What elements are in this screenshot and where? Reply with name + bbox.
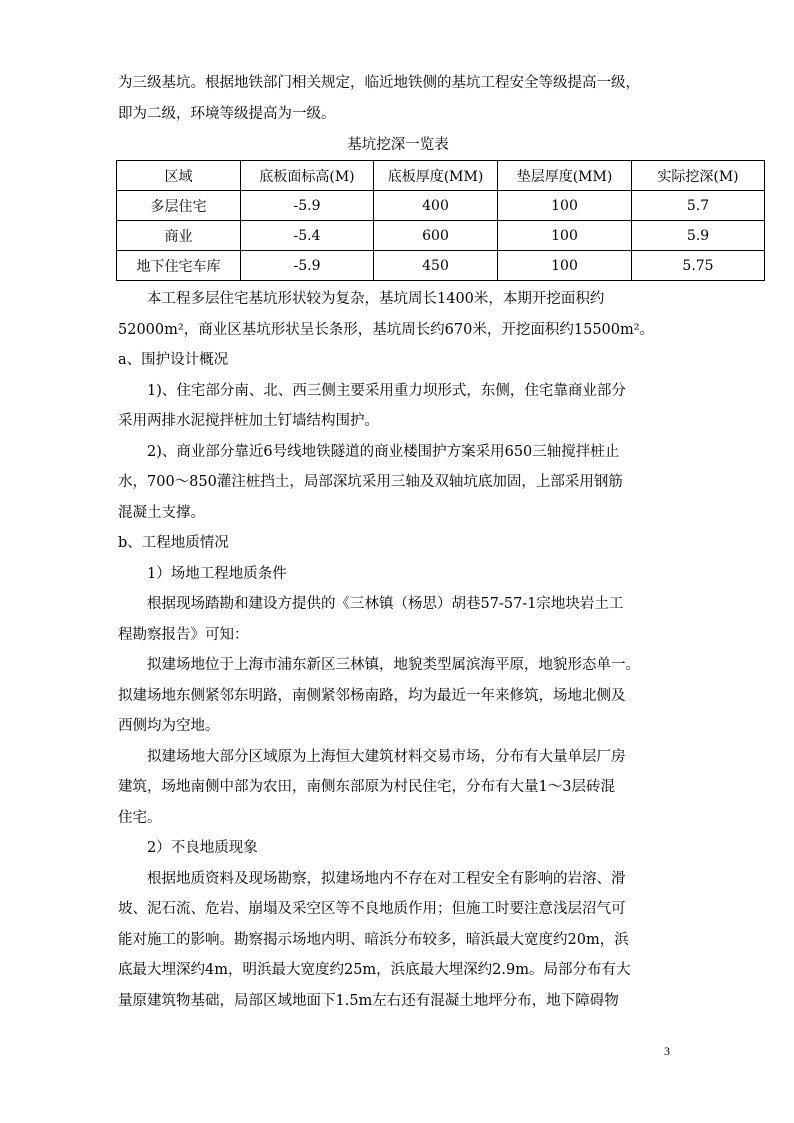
table-header-cell: 垫层厚度(MM)	[498, 161, 632, 191]
table-cell: 多层住宅	[117, 191, 241, 221]
text-line: 水，700～850灌注桩挡土，局部深坑采用三轴及双轴坑底加固，上部采用钢筋	[118, 474, 623, 490]
text-line: 拟建场地位于上海市浦东新区三林镇，地貌类型属滨海平原，地貌形态单一。	[147, 657, 640, 673]
text-line: 采用两排水泥搅拌桩加土钉墙结构围护。	[118, 413, 379, 429]
text-line: 1)、住宅部分南、北、西三侧主要采用重力坝形式，东侧，住宅靠商业部分	[147, 382, 626, 399]
text-line: 程勘察报告》可知：	[118, 626, 249, 643]
body-text	[118, 284, 678, 1016]
table-cell: -5.4	[241, 221, 374, 251]
table-cell: 100	[498, 221, 632, 251]
text-line: 拟建场地东侧紧邻东明路，南侧紧邻杨南路，均为最近一年来修筑，场地北侧及	[118, 687, 626, 704]
table-cell: 400	[374, 191, 498, 221]
text-line: 西侧均为空地。	[118, 718, 220, 734]
text-line: 混凝土支撑。	[118, 504, 205, 521]
table-header-cell: 实际挖深(M)	[632, 161, 765, 191]
text-line: 建筑，场地南侧中部为农田，南侧东部原为村民住宅，分布有大量1～3层砖混	[118, 779, 615, 795]
text-line: 52000m²，商业区基坑形状呈长条形，基坑周长约670米，开挖面积约15500m²。	[118, 321, 655, 338]
text-line: 本工程多层住宅基坑形状较为复杂，基坑周长1400米，本期开挖面积约	[147, 291, 605, 307]
text-line: 即为二级，环境等级提高为一级。	[118, 105, 336, 122]
table-cell: 100	[498, 191, 632, 221]
table-header-cell: 底板面标高(M)	[241, 161, 374, 191]
top-paragraph	[118, 68, 678, 129]
table-cell: 地下住宅车库	[117, 251, 241, 281]
table-cell: 5.7	[632, 191, 765, 221]
table-header-cell: 区域	[117, 161, 241, 191]
table-cell: 100	[498, 251, 632, 281]
table-cell: 5.9	[632, 221, 765, 251]
page-number: 3	[664, 1044, 670, 1058]
table-caption: 基坑挖深一览表	[347, 137, 449, 153]
table-header-row	[117, 161, 765, 191]
text-line: 为三级基坑。根据地铁部门相关规定，临近地铁侧的基坑工程安全等级提高一级，	[118, 75, 640, 91]
text-line: 坡、泥石流、危岩、崩塌及采空区等不良地质作用；但施工时要注意浅层沼气可	[118, 901, 626, 917]
text-line: 底最大埋深约4m，明浜最大宽度约25m，浜底最大埋深约2.9m。局部分布有大	[118, 962, 631, 978]
text-line: 住宅。	[118, 809, 162, 826]
table-cell: -5.9	[241, 251, 374, 281]
text-line: 能对施工的影响。勘察揭示场地内明、暗浜分布较多，暗浜最大宽度约20m，浜	[118, 931, 629, 948]
text-line: 拟建场地大部分区域原为上海恒大建筑材料交易市场，分布有大量单层厂房	[147, 748, 626, 765]
document-page	[118, 68, 739, 1016]
table-cell: 600	[374, 221, 498, 251]
text-line: 根据地质资料及现场勘察，拟建场地内不存在对工程安全有影响的岩溶、滑	[147, 870, 626, 887]
text-line: 根据现场踏勘和建设方提供的《三林镇（杨思）胡巷57-57-1宗地块岩土工	[147, 596, 624, 612]
table-row	[117, 251, 765, 281]
text-line: 量原建筑物基础，局部区域地面下1.5m左右还有混凝土地坪分布，地下障碍物	[118, 992, 619, 1009]
text-line: 2）不良地质现象	[147, 840, 258, 856]
text-line: 1）场地工程地质条件	[147, 565, 287, 582]
table-cell: 商业	[117, 221, 241, 251]
table-row	[117, 221, 765, 251]
table-cell: -5.9	[241, 191, 374, 221]
table-cell: 5.75	[632, 251, 765, 281]
table-cell: 450	[374, 251, 498, 281]
table-header-cell: 底板厚度(MM)	[374, 161, 498, 191]
table-row	[117, 191, 765, 221]
text-line: 2)、商业部分靠近6号线地铁隧道的商业楼围护方案采用650三轴搅拌桩止	[147, 443, 620, 460]
excavation-depth-table	[116, 160, 765, 281]
text-line: a、围护设计概况	[118, 352, 229, 368]
text-line: b、工程地质情况	[118, 535, 229, 551]
